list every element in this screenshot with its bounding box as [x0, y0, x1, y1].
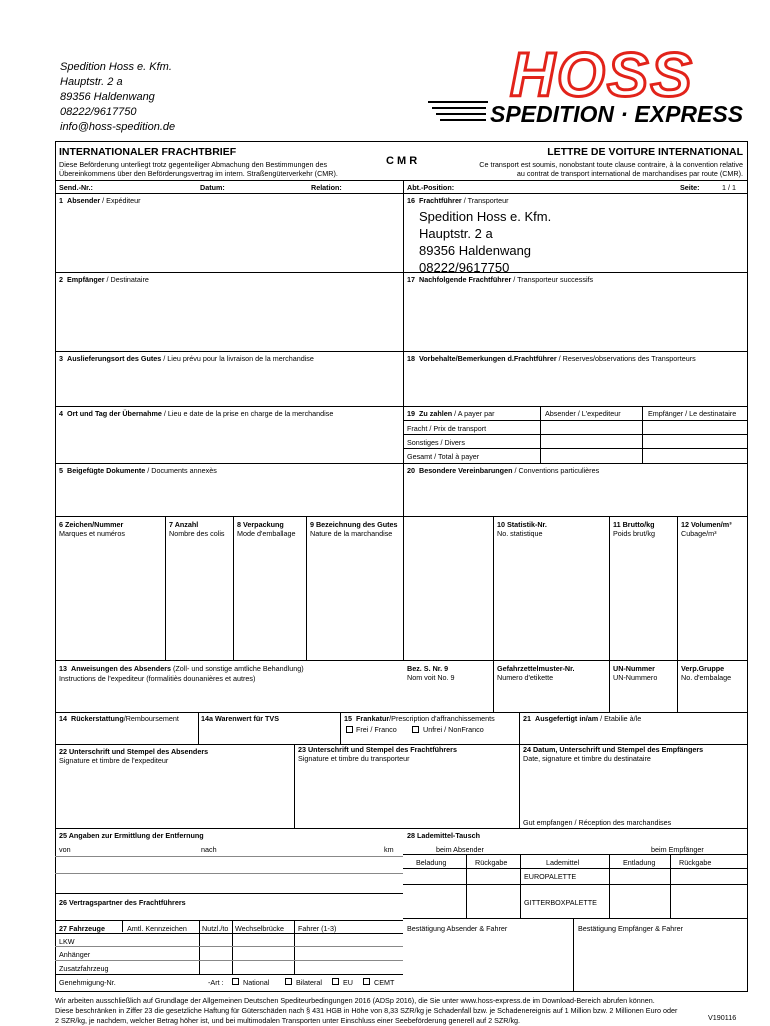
- field-27-label: 27 Fahrzeuge: [59, 924, 105, 933]
- row-zusatzfahrzeug: Zusatzfahrzeug: [59, 964, 109, 973]
- bestaetigung-empfaenger: Bestätigung Empfänger & Fahrer: [578, 924, 684, 933]
- f19-row-gesamt: Gesamt / Total à payer: [407, 452, 480, 461]
- field-24-label: 24 Datum, Unterschrift und Stempel des Empfängers Date, signature et timbre du destinataire: [523, 745, 704, 763]
- footer-line-1: Wir arbeiten ausschließlich auf Grundlage der Allgemeinen Deutschen Spediteurbedingungen 2016 (ADSp 2016), die Sie unter www.hoss-express.de im Download-Bereich abrufen können.: [55, 996, 655, 1005]
- eu-checkbox[interactable]: [332, 978, 339, 985]
- abt-position-label: Abt.-Position:: [407, 183, 455, 192]
- row-lkw: LKW: [59, 937, 75, 946]
- logo-tagline: SPEDITION · EXPRESS: [490, 101, 744, 127]
- nutzl: Nutzl./to: [202, 924, 229, 933]
- hoss-logo: [428, 40, 748, 130]
- field-13-fr: Instructions de l'expediteur (formalitiès dounanières et autres): [59, 674, 256, 683]
- version-label: V190116: [708, 1013, 737, 1022]
- title-fr: LETTRE DE VOITURE INTERNATIONAL: [547, 146, 743, 158]
- carrier-name: Spedition Hoss e. Kfm.: [419, 209, 552, 224]
- field-19-absender: Absender / L'expediteur: [545, 409, 621, 418]
- send-nr-label: Send.-Nr.:: [59, 183, 93, 192]
- footer-terms: [55, 996, 755, 1026]
- row-genehmigung: Genehmigung-Nr.: [59, 978, 116, 987]
- f19-row-fracht: Fracht / Prix de transport: [407, 424, 487, 433]
- sender-email: info@hoss-spedition.de: [60, 121, 176, 133]
- field-19-empfaenger: Empfänger / Le destinataire: [648, 409, 737, 418]
- field-13-label: 13 Anweisungen des Absenders (Zoll- und sonstige amtliche Behandlung): [59, 664, 304, 673]
- art-label: -Art :: [208, 978, 224, 987]
- rueckgabe: Rückgabe: [475, 858, 508, 867]
- lademittel: Lademittel: [546, 858, 580, 867]
- bestaetigung-absender: Bestätigung Absender & Fahrer: [407, 924, 508, 933]
- carrier-phone: 08222/9617750: [419, 260, 510, 275]
- col-6: 6 Zeichen/Nummer Marques et numéros: [59, 520, 125, 538]
- col-11: 11 Brutto/kg Poids brut/kg: [613, 520, 655, 538]
- field-19-label: 19 Zu zahlen / A payer par: [407, 409, 495, 418]
- field-22-label: 22 Unterschrift und Stempel des Absenders Signature et timbre de l'expediteur: [59, 747, 209, 765]
- field-4-label: 4 Ort und Tag der Übernahme / Lieu e date de la prise en charge de la merchandise: [59, 409, 334, 418]
- cmr-label: C M R: [386, 155, 418, 167]
- beim-empfaenger: beim Empfänger: [651, 845, 704, 854]
- field-17-label: 17 Nachfolgende Frachtführer / Transporteur successifs: [407, 275, 594, 284]
- field-16-label: 16 Frachtführer / Transporteur: [407, 196, 509, 205]
- sender-city: 89356 Haldenwang: [60, 91, 155, 103]
- nach-label: nach: [201, 845, 217, 854]
- von-label: von: [59, 845, 71, 854]
- seite-label: Seite:: [680, 183, 700, 192]
- field-28-label: 28 Lademittel-Tausch: [407, 831, 480, 840]
- unfrei-label: Unfrei / NonFranco: [423, 725, 484, 734]
- sender-phone: 08222/9617750: [60, 106, 137, 118]
- sender-street: Hauptstr. 2 a: [60, 76, 123, 88]
- field-21-label: 21 Ausgefertigt in/am / Etabilie à/le: [523, 714, 642, 723]
- col-7: 7 Anzahl Nombre des colis: [169, 520, 225, 538]
- fahrer: Fahrer (1-3): [298, 924, 337, 933]
- col-10: 10 Statistik-Nr. No. statistique: [497, 520, 547, 538]
- field-2-label: 2 Empfänger / Destinataire: [59, 275, 149, 284]
- field-3-label: 3 Auslieferungsort des Gutes / Lieu prévu pour la livraison de la merchandise: [59, 354, 314, 363]
- europalette: EUROPALETTE: [524, 872, 577, 881]
- footer-line-3: 2 SZR/kg, je nachdem, welcher Betrag höher ist, und bei multimodalen Transporten unter Einschluss einer Seebeförderung generell auf 2 SZR/kg.: [55, 1016, 521, 1025]
- bilateral-label: Bilateral: [296, 978, 322, 987]
- frei-label: Frei / Franco: [356, 725, 397, 734]
- field-14-label: 14 Rückerstattung/Remboursement: [59, 714, 179, 723]
- title-de: INTERNATIONALER FRACHTBRIEF: [59, 146, 237, 158]
- carrier-city: 89356 Haldenwang: [419, 243, 532, 258]
- note-fr-2: au contrat de transport international de marchandises par route (CMR).: [516, 169, 743, 178]
- beim-absender: beim Absender: [436, 845, 484, 854]
- national-label: National: [243, 978, 270, 987]
- un-nummer: UN-Nummer UN-Nummero: [613, 664, 658, 682]
- cemt-label: CEMT: [374, 978, 395, 987]
- note-de-1: Diese Beförderung unterliegt trotz gegenteiliger Abmachung den Bestimmungen des: [59, 160, 328, 169]
- km-label: km: [384, 845, 394, 854]
- datum-label: Datum:: [200, 183, 225, 192]
- field-5-label: 5 Beigefügte Dokumente / Documents annexès: [59, 466, 217, 475]
- f19-row-sonstiges: Sonstiges / Divers: [407, 438, 465, 447]
- field-23-label: 23 Unterschrift und Stempel des Frachtführers Signature et timbre du transporteur: [298, 745, 457, 763]
- field-15-label: 15 Frankatur/Prescription d'affranchissements: [344, 714, 495, 723]
- bilateral-checkbox[interactable]: [285, 978, 292, 985]
- bez-nr: Bez. S. Nr. 9 Nom voit No. 9: [407, 664, 455, 682]
- beladung: Beladung: [416, 858, 447, 867]
- field-26-label: 26 Vertragspartner des Frachtführers: [59, 898, 186, 907]
- row-anhaenger: Anhänger: [59, 950, 91, 959]
- entladung: Entladung: [623, 858, 656, 867]
- verp-gruppe: Verp.Gruppe No. d'embalage: [681, 664, 732, 682]
- note-de-2: Übereinkommens über den Beförderungsvertrag im intern. Straßengüterverkehr (CMR).: [59, 169, 338, 178]
- unfrei-checkbox[interactable]: [412, 726, 419, 733]
- col-12: 12 Volumen/m³ Cubage/m³: [681, 520, 732, 538]
- logo-brand: HOSS: [510, 41, 694, 110]
- gitterbox: GITTERBOXPALETTE: [524, 898, 597, 907]
- wechselbruecke: Wechselbrücke: [235, 924, 285, 933]
- rueckgabe-2: Rückgabe: [679, 858, 712, 867]
- seite-value: 1 / 1: [722, 183, 736, 192]
- field-25-label: 25 Angaben zur Ermittlung der Entfernung: [59, 831, 204, 840]
- field-20-label: 20 Besondere Vereinbarungen / Conventions particulières: [407, 466, 600, 475]
- gut-empfangen: Gut empfangen / Réception des marchandises: [523, 818, 672, 827]
- carrier-address: [419, 208, 551, 276]
- footer-line-2: Diese beschränken in Ziffer 23 die gesetzliche Haftung für Güterschäden nach § 431 HGB in Höhe von 8,33 SZR/kg je Schadenfall bzw. je Schadenereignis auf 1 Million bzw. 2 Millionen Euro oder: [55, 1006, 678, 1015]
- kennzeichen: Amtl. Kennzeichen: [127, 924, 187, 933]
- field-18-label: 18 Vorbehalte/Bemerkungen d.Frachtführer / Reserves/observations des Transporteurs: [407, 354, 696, 363]
- cemt-checkbox[interactable]: [363, 978, 370, 985]
- relation-label: Relation:: [311, 183, 342, 192]
- sender-name: Spedition Hoss e. Kfm.: [60, 61, 172, 73]
- field-1-label: 1 Absender / Expéditeur: [59, 196, 141, 205]
- col-8: 8 Verpackung Mode d'emballage: [237, 520, 296, 538]
- field-14a-label: 14a Warenwert für TVS: [201, 714, 280, 723]
- frei-checkbox[interactable]: [346, 726, 353, 733]
- col-9: 9 Bezeichnung des Gutes Nature de la marchandise: [310, 520, 398, 538]
- national-checkbox[interactable]: [232, 978, 239, 985]
- carrier-street: Hauptstr. 2 a: [419, 226, 493, 241]
- gefahrzettel: Gefahrzettelmuster-Nr. Numero d'etikette: [497, 664, 575, 682]
- note-fr-1: Ce transport est soumis, nonobstant toute clause contraire, à la convention relative: [479, 160, 743, 169]
- sender-address: [60, 60, 175, 135]
- eu-label: EU: [343, 978, 353, 987]
